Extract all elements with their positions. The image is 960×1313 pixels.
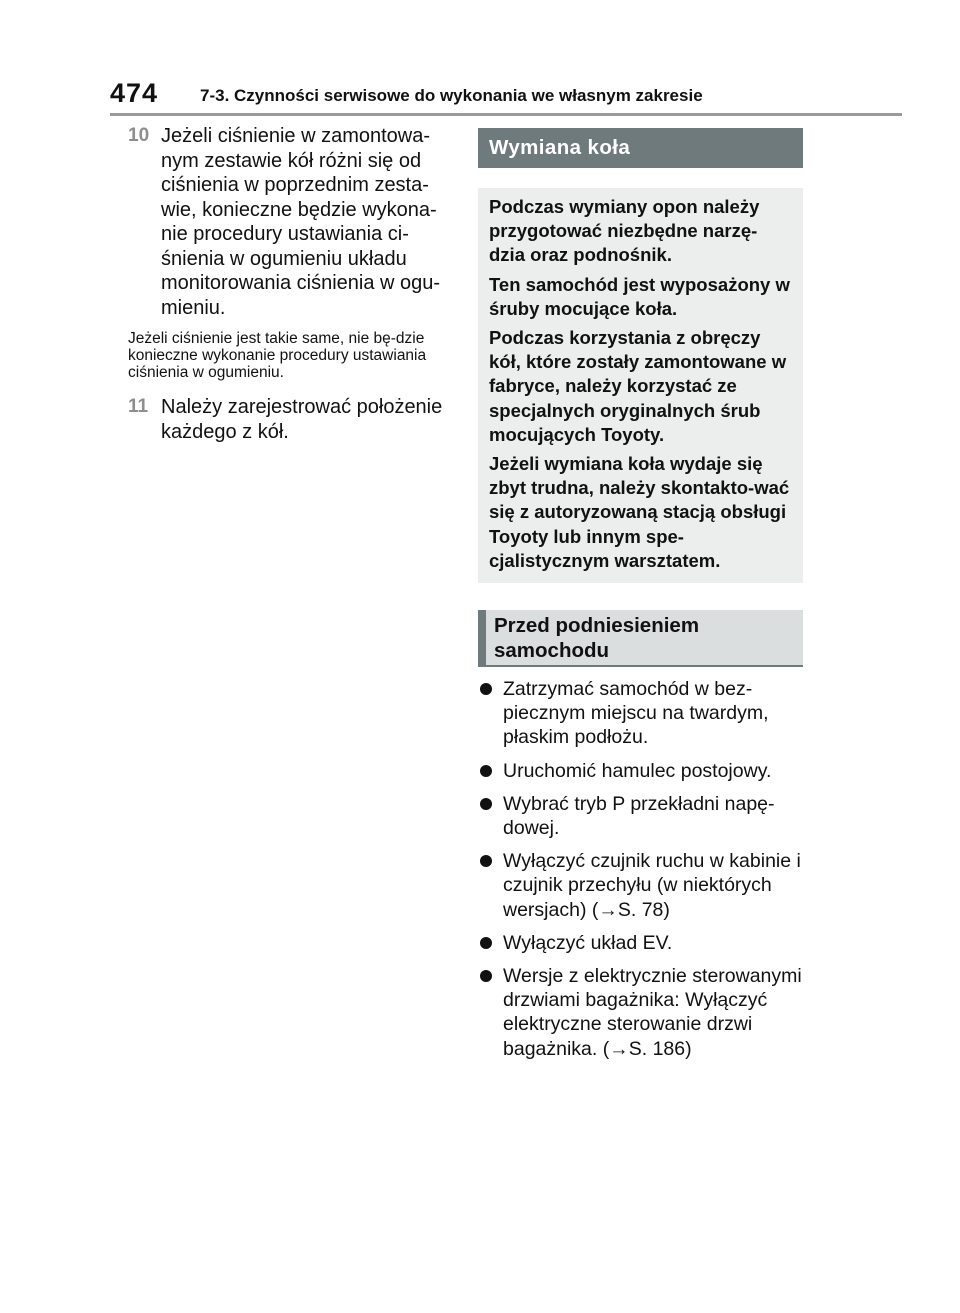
section-heading: Wymiana koła	[478, 128, 803, 168]
list-item	[478, 931, 803, 955]
bullet-icon	[480, 970, 492, 982]
bullet-icon	[480, 855, 492, 867]
list-item	[478, 677, 803, 750]
list-item-text: Wyłączyć czujnik ruchu w kabinie i czujnik przechyłu (w niektórych wersjach) (→S. 78)	[503, 850, 801, 921]
right-column	[478, 128, 803, 1070]
left-column	[128, 124, 453, 444]
page-header	[110, 78, 900, 118]
bullet-icon	[480, 798, 492, 810]
step-11	[128, 395, 453, 444]
step-number: 11	[128, 396, 149, 417]
step-text: Jeżeli ciśnienie w zamontowa-nym zestawie kół różni się od ciśnienia w poprzednim zesta-wie, konieczne będzie wykona-nie procedury ustawiania ci-śnienia w ogumieniu układu monitorowania ciśnienia w ogu-mieniu.	[161, 125, 441, 319]
step-number: 10	[128, 125, 150, 146]
list-item	[478, 759, 803, 783]
info-box	[478, 188, 803, 583]
list-item-text: Wersje z elektrycznie sterowanymi drzwiami bagażnika: Wyłączyć elektryczne sterowanie drzwi bagażnika. (→S. 186)	[503, 965, 802, 1060]
bullet-icon	[480, 937, 492, 949]
list-item-text: Wybrać tryb P przekładni napę-dowej.	[503, 792, 775, 840]
bullet-list	[478, 677, 803, 1061]
step-text: Należy zarejestrować położenie każdego z kół.	[161, 396, 443, 443]
subsection-heading: Przed podniesieniem samochodu	[478, 610, 803, 667]
info-paragraph: Podczas korzystania z obręczy kół, które zostały zamontowane w fabryce, należy korzystać ze specjalnych oryginalnych śrub mocujących Toyoty.	[489, 327, 787, 445]
info-paragraph: Podczas wymiany opon należy przygotować niezbędne narzę-dzia oraz podnośnik.	[489, 196, 760, 266]
list-item	[478, 849, 803, 922]
list-item-text: Uruchomić hamulec postojowy.	[503, 759, 772, 782]
bullet-icon	[480, 765, 492, 777]
section-title: 7-3. Czynności serwisowe do wykonania we własnym zakresie	[200, 86, 703, 105]
header-rule	[110, 113, 902, 116]
list-item-text: Wyłączyć układ EV.	[503, 931, 673, 954]
bullet-icon	[480, 683, 492, 695]
list-item-text: Zatrzymać samochód w bez-piecznym miejscu na twardym, płaskim podłożu.	[503, 678, 769, 749]
page-number: 474	[110, 78, 159, 108]
step-note: Jeżeli ciśnienie jest takie same, nie bę-dzie konieczne wykonanie procedury ustawiania ciśnienia w ogumieniu.	[128, 330, 427, 381]
step-10	[128, 124, 453, 320]
list-item	[478, 964, 803, 1061]
info-paragraph: Jeżeli wymiana koła wydaje się zbyt trudna, należy skontakto-wać się z autoryzowaną stacją obsługi Toyoty lub innym spe-cjalistycznym warsztatem.	[489, 453, 790, 571]
list-item	[478, 792, 803, 840]
info-paragraph: Ten samochód jest wyposażony w śruby mocujące koła.	[489, 273, 790, 319]
